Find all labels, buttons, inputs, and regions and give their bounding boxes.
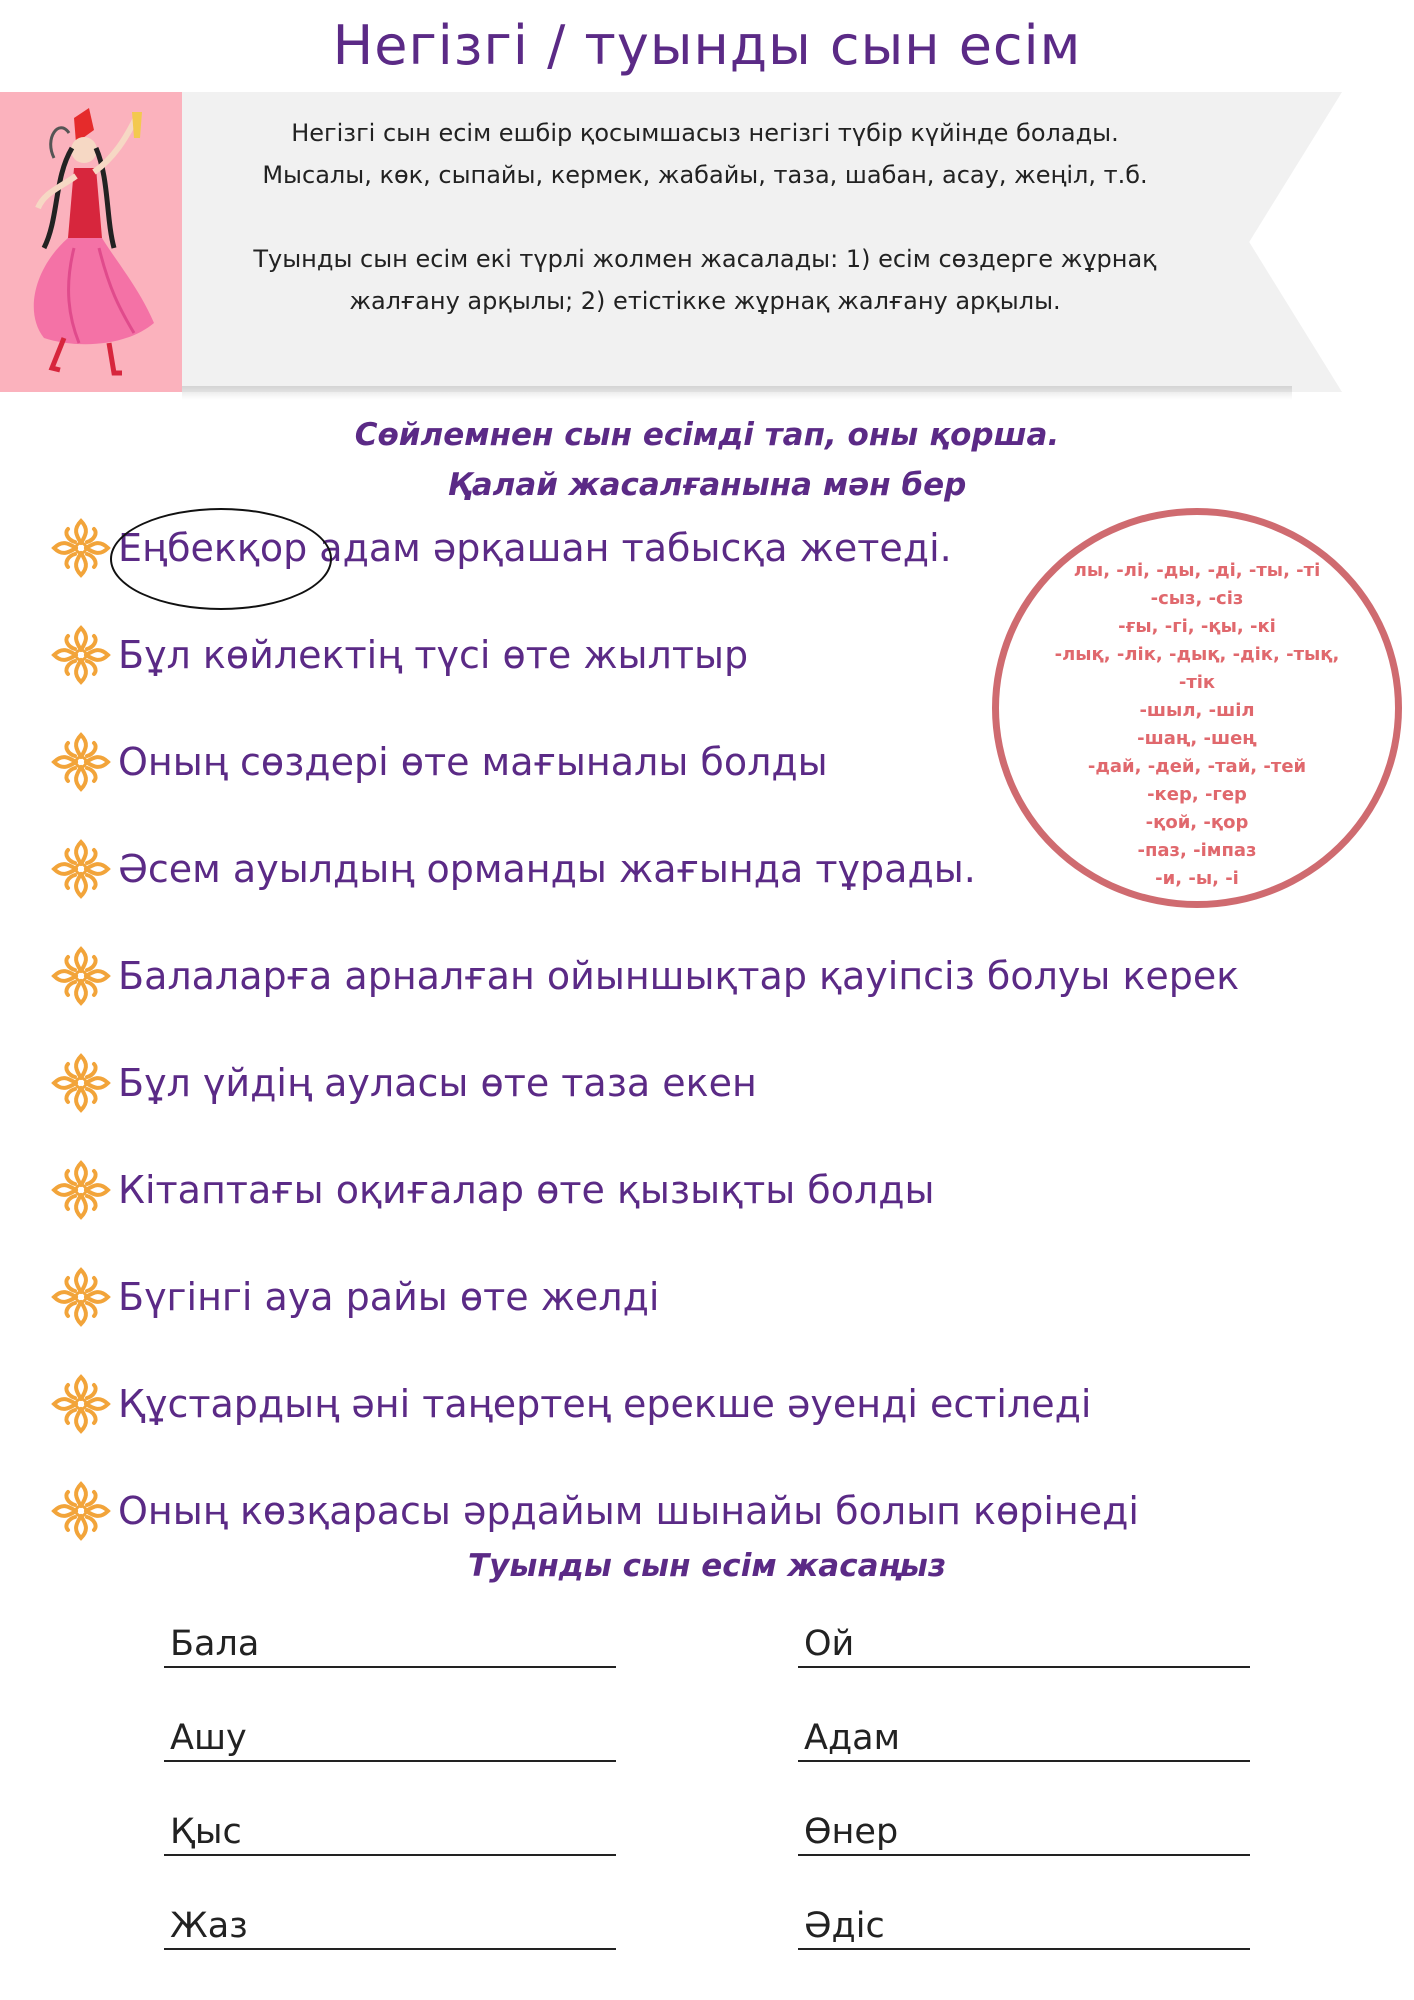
sentence-item bbox=[46, 722, 828, 802]
sentence-item bbox=[46, 1043, 757, 1123]
suffix-line: -дай, -дей, -тай, -тей bbox=[1087, 756, 1307, 777]
ornament-icon bbox=[46, 1262, 116, 1332]
suffix-line: -кер, -гер bbox=[1147, 784, 1247, 805]
sentence-text: Балаларға арналған ойыншықтар қауіпсіз болуы керек bbox=[118, 954, 1240, 998]
banner-shadow bbox=[182, 386, 1292, 400]
ornament-icon bbox=[46, 941, 116, 1011]
sentence-item bbox=[46, 615, 748, 695]
ornament-icon bbox=[46, 1369, 116, 1439]
sentence-item bbox=[46, 1150, 935, 1230]
word-label: Әдіс bbox=[804, 1906, 885, 1946]
circled-word-text: Еңбекқор bbox=[118, 526, 308, 570]
word-label: Ашу bbox=[170, 1718, 247, 1758]
sentence-text: Бүгінгі ауа райы өте желді bbox=[118, 1275, 660, 1319]
dancer-illustration bbox=[14, 98, 164, 383]
suffix-list bbox=[999, 557, 1395, 893]
suffix-line: -ғы, -гі, -қы, -кі bbox=[1118, 616, 1276, 637]
ornament-icon bbox=[46, 1155, 116, 1225]
suffix-line: -паз, -імпаз bbox=[1137, 840, 1257, 861]
sentence-item bbox=[46, 1257, 659, 1337]
sentence-text: Құстардың әні таңертең ерекше әуенді естіледі bbox=[118, 1382, 1092, 1426]
circled-word[interactable] bbox=[118, 526, 307, 570]
task1-line2: Қалай жасалғанына мән бер bbox=[447, 467, 967, 503]
suffix-line: -шыл, -шіл bbox=[1139, 700, 1255, 721]
suffix-line: лы, -лі, -ды, -ді, -ты, -ті bbox=[1073, 560, 1321, 581]
answer-blank-right-2[interactable] bbox=[798, 1708, 1250, 1762]
intro-paragraph-derived: Туынды сын есім екі түрлі жолмен жасалады: 1) есім сөздерге жұрнақ жалғану арқылы; 2) етістікке жұрнақ жалғану арқылы. bbox=[253, 245, 1157, 315]
word-label: Қыс bbox=[170, 1812, 242, 1852]
sentence-text: Әсем ауылдың орманды жағында тұрады. bbox=[118, 847, 976, 891]
sentence-item bbox=[46, 1471, 1139, 1551]
sentence-text: Оның сөздері өте мағыналы болды bbox=[118, 740, 828, 784]
suffix-line: -лық, -лік, -дық, -дік, -тық, bbox=[1054, 644, 1340, 665]
intro-paragraph-basic: Негізгі сын есім ешбір қосымшасыз негізгі түбір күйінде болады. Мысалы, көк, сыпайы, кермек, жабайы, таза, шабан, асау, жеңіл, т.б. bbox=[262, 119, 1148, 189]
word-label: Өнер bbox=[804, 1812, 899, 1852]
ornament-icon bbox=[46, 513, 116, 583]
intro-text bbox=[240, 112, 1170, 364]
word-label: Бала bbox=[170, 1624, 260, 1664]
sentence-text: Кітаптағы оқиғалар өте қызықты болды bbox=[118, 1168, 935, 1212]
answer-blank-right-3[interactable] bbox=[798, 1802, 1250, 1856]
sentence-item bbox=[46, 936, 1239, 1016]
ornament-icon bbox=[46, 834, 116, 904]
sentence-item bbox=[46, 508, 952, 588]
sentence-text: Оның көзқарасы әрдайым шынайы болып көрінеді bbox=[118, 1489, 1139, 1533]
suffix-line: -и, -ы, -і bbox=[1155, 868, 1239, 889]
word-label: Адам bbox=[804, 1718, 900, 1758]
task1-instructions bbox=[0, 410, 1414, 510]
sentence-text: адам әрқашан табысқа жетеді. bbox=[307, 526, 952, 570]
ornament-icon bbox=[46, 727, 116, 797]
task2-title: Туынды сын есім жасаңыз bbox=[468, 1548, 946, 1584]
suffix-line: -қой, -қор bbox=[1145, 812, 1249, 833]
task1-line1: Сөйлемнен сын есімді тап, оны қорша. bbox=[354, 417, 1060, 453]
suffix-circle bbox=[992, 508, 1402, 908]
suffix-line: -шаң, -шең bbox=[1137, 728, 1257, 749]
sentence-item bbox=[46, 829, 976, 909]
answer-blank-left-4[interactable] bbox=[164, 1896, 616, 1950]
ornament-icon bbox=[46, 620, 116, 690]
word-label: Ой bbox=[804, 1624, 855, 1664]
illustration-panel bbox=[0, 92, 182, 392]
sentence-item bbox=[46, 1364, 1091, 1444]
answer-blank-left-2[interactable] bbox=[164, 1708, 616, 1762]
answer-blank-left-3[interactable] bbox=[164, 1802, 616, 1856]
suffix-line: -сыз, -сіз bbox=[1150, 588, 1244, 609]
ornament-icon bbox=[46, 1048, 116, 1118]
answer-blank-right-1[interactable] bbox=[798, 1614, 1250, 1668]
ornament-icon bbox=[46, 1476, 116, 1546]
page-title: Негізгі / туынды сын есім bbox=[332, 14, 1082, 77]
suffix-line: -тік bbox=[1178, 672, 1216, 693]
answer-blank-left-1[interactable] bbox=[164, 1614, 616, 1668]
circle-mark bbox=[110, 508, 332, 610]
sentence-text: Бұл көйлектің түсі өте жылтыр bbox=[118, 633, 749, 677]
word-label: Жаз bbox=[170, 1906, 248, 1946]
answer-blank-right-4[interactable] bbox=[798, 1896, 1250, 1950]
sentence-text: Бұл үйдің ауласы өте таза екен bbox=[118, 1061, 757, 1105]
